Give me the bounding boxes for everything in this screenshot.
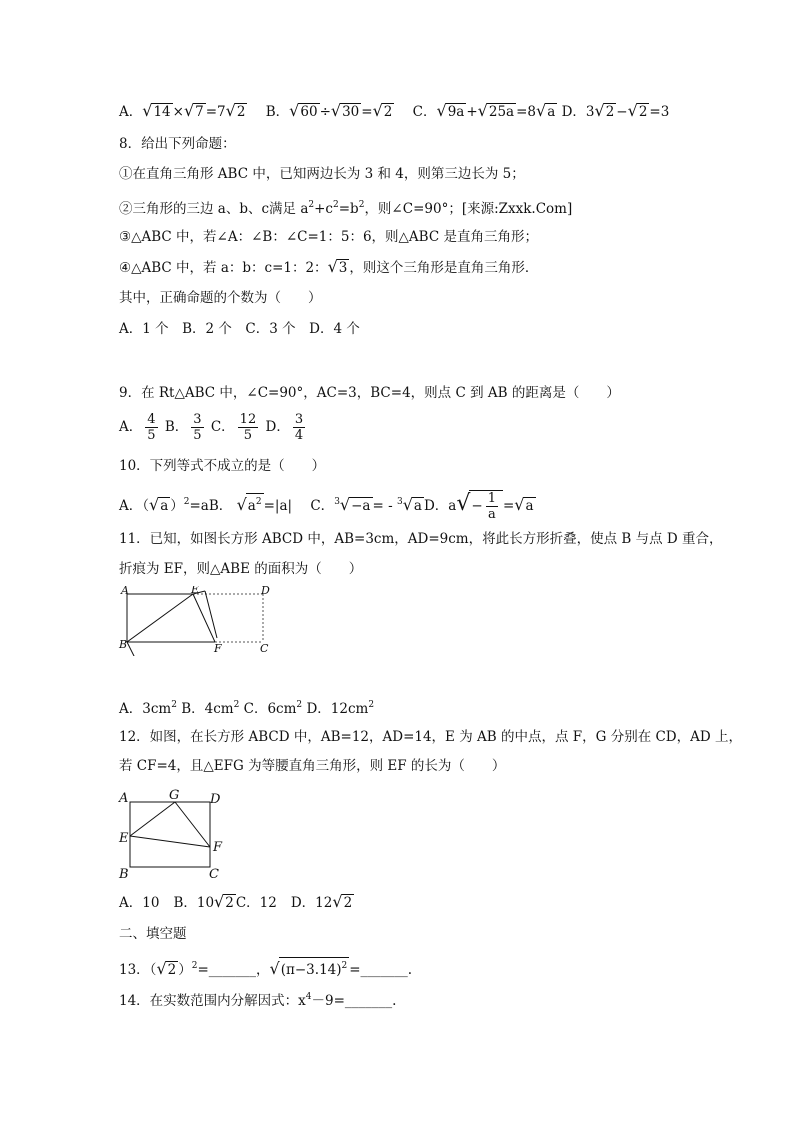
numerator: 3 [193, 412, 202, 427]
radicand: 25a [488, 104, 515, 120]
fraction [191, 412, 203, 443]
segment-gf [175, 802, 210, 847]
superscript: 2 [171, 700, 177, 710]
numerator: 3 [294, 412, 304, 427]
q9-stem: 9．在 Rt△ABC 中，∠C=90°，AC=3，BC=4，则点 C 到 AB 的距离是（ ） [119, 385, 620, 401]
section-title: 二、填空题 [119, 926, 187, 942]
q7-option-b-label: B． [265, 104, 290, 120]
superscript: 2 [191, 961, 198, 971]
radicand [279, 957, 350, 978]
superscript: 2 [341, 961, 348, 971]
radicand: a [525, 498, 534, 514]
times-sign: × [172, 104, 184, 120]
q10-option-d-label: D．a [423, 498, 457, 514]
radicand: a [160, 498, 169, 514]
superscript: 2 [296, 700, 303, 710]
blank: －9=_______. [311, 993, 397, 1009]
radicand: 9a [447, 104, 465, 120]
q9-option-b-label: B． [164, 419, 189, 435]
root-index: 3 [396, 497, 403, 507]
superscript: 4 [305, 992, 312, 1002]
radicand: 7 [195, 104, 204, 120]
q12-figure [115, 786, 235, 882]
q10-option-c-label: C． [310, 498, 335, 514]
radicand: a [547, 104, 556, 120]
q10-stem: 10．下列等式不成立的是（ ） [119, 458, 326, 474]
q11-figure [115, 586, 275, 656]
q8-question: 其中，正确命题的个数为（ ） [119, 290, 322, 306]
superscript: 2 [368, 700, 375, 710]
q12-option-a: A．10 [119, 895, 160, 911]
q13: 13．（√2 ）$^2$=_______，$√(\pi-3.14)^2$ =_______. [119, 959, 413, 978]
q7-option-c-label: C． [412, 104, 437, 120]
label-a: A [121, 586, 129, 597]
radicand: 2 [638, 104, 648, 120]
text: =|a| [263, 498, 293, 514]
root-index: 3 [334, 497, 340, 507]
label-d: D [210, 792, 221, 807]
q11-options [119, 694, 374, 720]
text: +c [314, 201, 333, 217]
q8-options: A．1 个 B．2 个 C．3 个 D．4 个 [119, 321, 360, 337]
q8-proposition-4: ④△ABC 中，若 a：b：c=1：2：√3 ，则这个三角形是直角三角形． [119, 257, 539, 276]
text: 14．在实数范围内分解因式：x [119, 993, 306, 1009]
q8-proposition-3: ③△ABC 中，若∠A：∠B：∠C=1：5：6，则△ABC 是直角三角形； [119, 229, 538, 245]
q8-proposition-2 [119, 194, 572, 220]
denominator: 5 [147, 428, 156, 443]
superscript: 2 [333, 200, 339, 210]
numerator: 1 [487, 491, 496, 506]
q12-option-d: D．12 [290, 895, 333, 911]
radicand: 3 [338, 260, 348, 276]
equals-text: = [361, 104, 373, 120]
q11-option-c: C．6cm [243, 701, 297, 717]
text: = - [372, 498, 397, 514]
q9-options [119, 410, 308, 444]
q12-option-b: B．10 [173, 895, 215, 911]
radicand: 2 [343, 895, 353, 911]
text: = [502, 498, 515, 514]
superscript: 2 [183, 497, 190, 507]
q14 [119, 986, 396, 1012]
q11-option-a: A．3cm [119, 701, 172, 717]
q7-option-a-label: A． [119, 104, 143, 120]
radicand: a [413, 498, 422, 514]
denominator: 5 [243, 428, 253, 443]
q10-options: A．（√a ）$^2$=aB． $√a^2 =|a|$ C．$^3$√−a = - $^3$√a D．a√− $\frac{1}{a}$ =√a [119, 491, 534, 522]
superscript: 2 [233, 700, 240, 710]
numerator: 4 [147, 412, 156, 427]
label-f: F [213, 840, 223, 855]
text: (π−3.14) [280, 962, 342, 978]
segment-ef [130, 836, 210, 847]
folded-edge-3 [127, 642, 142, 656]
plus-sign: + [466, 104, 478, 120]
fraction [145, 412, 157, 443]
q8-proposition-1: ①在直角三角形 ABC 中，已知两边长为 3 和 4，则第三边长为 5； [119, 166, 525, 182]
q11-stem-2: 折痕为 EF，则△ABE 的面积为（ ） [119, 561, 363, 577]
text: ②三角形的三边 a、b、c满足 a [119, 201, 309, 217]
divide-sign: ÷ [319, 104, 331, 120]
q9-option-c-label: C． [210, 419, 235, 435]
blank-2: =_______. [349, 962, 413, 978]
segment-be [127, 594, 193, 642]
text: =aB． [189, 498, 233, 514]
q12-stem-2: 若 CF=4，且△EFG 为等腰直角三角形，则 EF 的长为（ ） [119, 758, 506, 774]
label-e: E [119, 831, 129, 846]
q11-option-d: D．12cm [306, 701, 369, 717]
radicand: 2 [225, 895, 234, 911]
label-d: D [261, 586, 270, 597]
text: a [247, 498, 256, 514]
radicand: 2 [605, 104, 615, 120]
superscript: 2 [358, 200, 365, 210]
q9-option-a-label: A． [119, 419, 143, 435]
q12-options: A．10 B．10√2 C．12 D．12√2 [119, 892, 353, 911]
folded-edge-2 [205, 591, 217, 638]
label-c: C [209, 867, 219, 882]
fraction [486, 491, 498, 522]
q12-stem: 12．如图，在长方形 ABCD 中，AB=12，AD=14，E 为 AB 的中点，点 F，G 分别在 CD，AD 上， [119, 729, 742, 745]
radicand: 2 [383, 104, 393, 120]
radicand: 2 [236, 104, 246, 120]
denominator: 4 [294, 428, 304, 443]
radicand: −a [351, 498, 371, 514]
label-c: C [260, 642, 269, 655]
text: 13．（ [119, 962, 157, 978]
q12-option-c: C．12 [235, 895, 277, 911]
segment-eg [130, 802, 175, 836]
blank-1: =_______， [197, 962, 270, 978]
radicand: 60 [300, 104, 318, 120]
radicand [246, 493, 264, 514]
minus-sign: − [616, 104, 628, 120]
text: ，则∠C=90°；[来源:Zxxk.Com] [364, 201, 573, 217]
text: ，则这个三角形是直角三角形． [349, 260, 539, 276]
rectangle-abcd [130, 802, 210, 867]
q7-options: A．√14 ×√7 =7√2 B．√60 ÷√30 =√2 C．√9a +√25a =8√a D．3√2 −√2 =3 [119, 101, 670, 120]
equals-text: =7 [205, 104, 226, 120]
label-b: B [119, 867, 129, 882]
q8-stem: 8．给出下列命题： [119, 136, 236, 152]
q7-option-d-label: D． [561, 104, 586, 120]
label-f: F [214, 642, 222, 655]
label-g: G [169, 788, 180, 803]
text: ④△ABC 中，若 a：b：c=1：2： [119, 260, 328, 276]
q9-option-d-label: D． [265, 419, 290, 435]
radicand: 14 [153, 104, 171, 120]
q11-stem: 11．已知，如图长方形 ABCD 中，AB=3cm，AD=9cm，将此长方形折叠，使点 B 与点 D 重合， [119, 531, 723, 547]
label-b: B [119, 638, 128, 651]
radicand [469, 490, 503, 522]
superscript: 2 [308, 200, 315, 210]
fraction [293, 412, 305, 443]
numerator: 12 [239, 412, 257, 427]
label-e: E [191, 586, 200, 596]
denominator: a [487, 507, 496, 522]
radicand: 2 [167, 962, 177, 978]
minus-sign: − [471, 498, 483, 514]
coefficient: 3 [585, 104, 595, 120]
superscript: 2 [255, 497, 262, 507]
text: A．（ [119, 498, 149, 514]
text: ） [178, 962, 192, 978]
text: ） [170, 498, 184, 514]
denominator: 5 [193, 428, 202, 443]
q11-option-b: B．4cm [181, 701, 234, 717]
fraction [238, 412, 259, 443]
text: =b [338, 201, 359, 217]
radicand: 30 [342, 104, 360, 120]
label-a: A [119, 791, 129, 806]
equals-text: =8 [516, 104, 537, 120]
equals-text: =3 [649, 104, 670, 120]
